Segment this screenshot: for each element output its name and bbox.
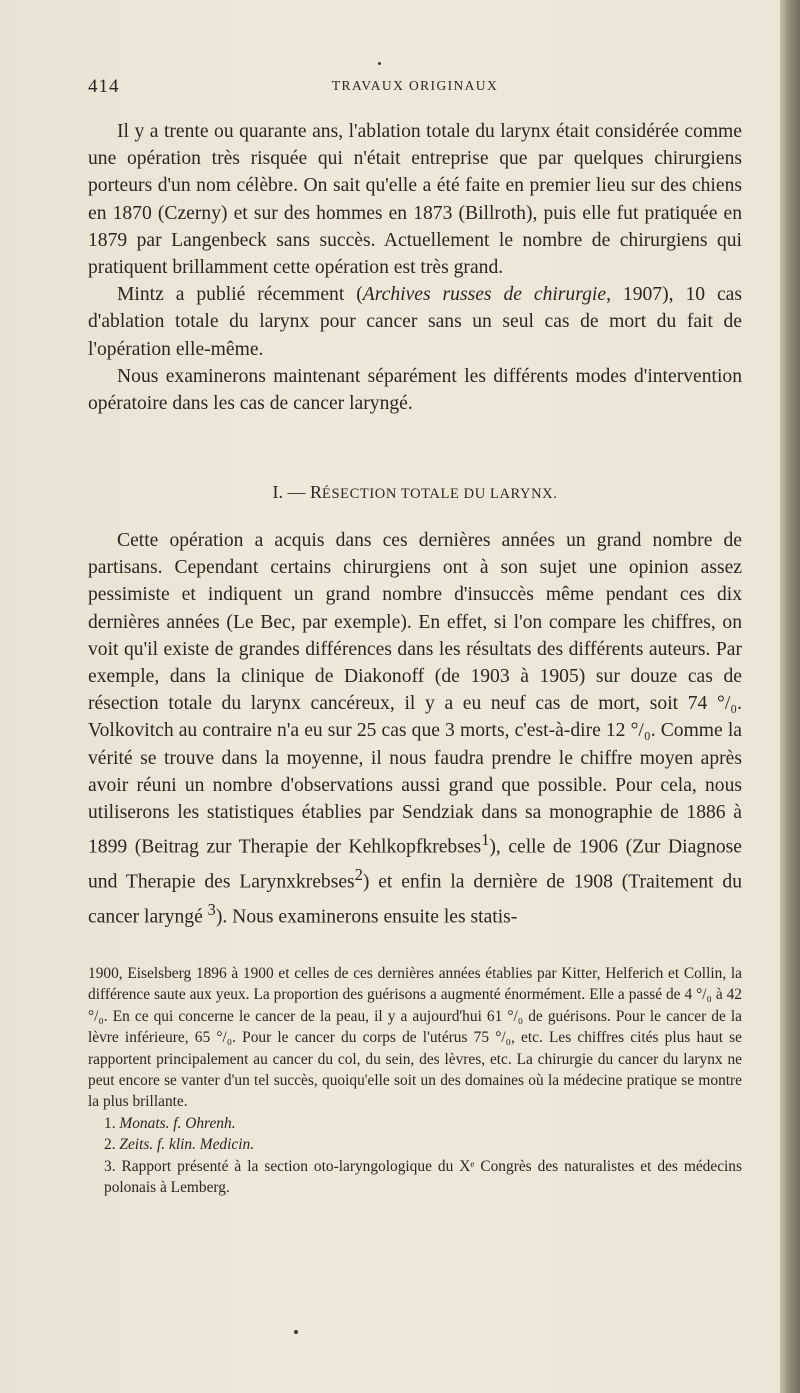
ink-speck <box>294 1330 298 1334</box>
paragraph-resection <box>88 527 742 930</box>
footnote-number: 1. <box>104 1114 116 1132</box>
mintz-text-before: Mintz a publié récemment ( <box>117 284 363 306</box>
footnote-text: Monats. f. Ohrenh. <box>119 1114 236 1132</box>
resection-text-2: ), celle de 1906 (Zur Diagnose und Therapie des Larynxkrebses <box>88 836 742 893</box>
footnote-ref-3: 3 <box>207 899 216 919</box>
paragraph-intervention-modes: Nous examinerons maintenant séparément les différents modes d'intervention opératoire dans les cas de cancer laryngé. <box>88 365 742 415</box>
page-number: 414 <box>88 76 120 97</box>
footnote-number: 3. <box>104 1157 116 1175</box>
footnote-text: Zeits. f. klin. Medicin. <box>119 1136 255 1154</box>
resection-text-1: Cette opération a acquis dans ces dernières années un grand nombre de partisans. Cependant certains chirurgiens ont à son sujet une opinion assez pessimiste et indiquent un grand nombre d'insuccès même pendant ces dix dernières années (Le Bec, par exemple). En effet, si l'on compare les chiffres, on voit qu'il existe de grandes différences dans les résultats des différents auteurs. Par exemple, dans la clinique de Diakonoff (de 1903 à 1905) sur douze cas de résection totale du larynx cancéreux, il y a eu neuf cas de mort, soit 74 °/₀. Volkovitch au contraire n'a eu sur 25 cas que 3 morts, c'est-à-dire 12 °/₀. Comme la vérité se trouve dans la moyenne, il nous faudra prendre le chiffre moyen après avoir réuni un nombre d'observations aussi grand que possible. Pour cela, nous utiliserons les statistiques établies par Sendziak dans sa monographie de 1886 à 1899 (Beitrag zur Therapie der Kehlkopfkrebses <box>88 530 742 858</box>
ink-speck <box>378 62 381 65</box>
page-edge <box>780 0 800 1393</box>
mintz-text-after: , 1907), 10 cas d'ablation totale du larynx pour cancer sans un seul cas de mort du fait de l'opération elle-même. <box>88 284 742 360</box>
footnote-number: 2. <box>104 1136 116 1154</box>
body-text-top <box>88 118 742 417</box>
section-title: ÉSECTION TOTALE DU LARYNX. <box>322 486 558 502</box>
footnote-3 <box>88 1156 742 1199</box>
resection-text-4: ). Nous examinerons ensuite les statis- <box>215 906 518 928</box>
journal-title: Archives russes de chirurgie <box>362 284 607 306</box>
footnote-ref-1: 1 <box>481 830 490 850</box>
footnotes <box>88 963 742 1198</box>
paragraph-ablation-history: Il y a trente ou quarante ans, l'ablation totale du larynx était considérée comme une opération très risquée qui n'était entreprise que par quelques chirurgiens porteurs d'un nom célèbre. On sait qu'elle a été faite en premier lieu sur des chiens en 1870 (Czerny) et sur des hommes en 1873 (Billroth), puis elle fut pratiquée en 1879 par Langenbeck sans succès. Actuellement le nombre de chirurgiens qui pratiquent brillamment cette opération est très grand. <box>88 121 742 279</box>
footnote-continuation: 1900, Eiselsberg 1896 à 1900 et celles de ces dernières années établies par Kitter, Helferich et Collin, la différence saute aux yeux. La proportion des guérisons a augmenté énormément. Elle a passé de 4 °/₀ à 42 °/₀. En ce qui concerne le cancer de la peau, il y a aujourd'hui 61 °/₀ de guérisons. Pour le cancer de la lèvre inférieure, 65 °/₀. Pour le cancer du corps de l'utérus 75 °/₀, etc. Les chiffres cités plus haut se rapportent principalement au cancer du col, du sein, des lèvres, etc. La chirurgie du cancer du larynx ne peut encore se vanter d'un tel succès, quoiqu'elle soit un des domaines où la médecine pratique se montre la plus brillante. <box>88 965 742 1111</box>
footnote-2 <box>88 1134 742 1155</box>
section-first-letter: R <box>310 482 323 502</box>
running-title: TRAVAUX ORIGINAUX <box>331 78 499 93</box>
body-text-section <box>88 527 742 930</box>
footnote-1 <box>88 1113 742 1134</box>
running-head <box>88 76 742 100</box>
paragraph-mintz <box>88 281 742 363</box>
resection-text-3: ) et enfin la dernière de 1908 (Traitement du cancer laryngé <box>88 871 742 928</box>
footnote-text: Rapport présenté à la section oto-laryngologique du Xᵉ Congrès des naturalistes et des médecins polonais à Lemberg. <box>104 1157 742 1197</box>
footnote-ref-2: 2 <box>354 864 363 884</box>
section-number: I. — <box>272 482 306 502</box>
section-heading <box>88 482 742 503</box>
